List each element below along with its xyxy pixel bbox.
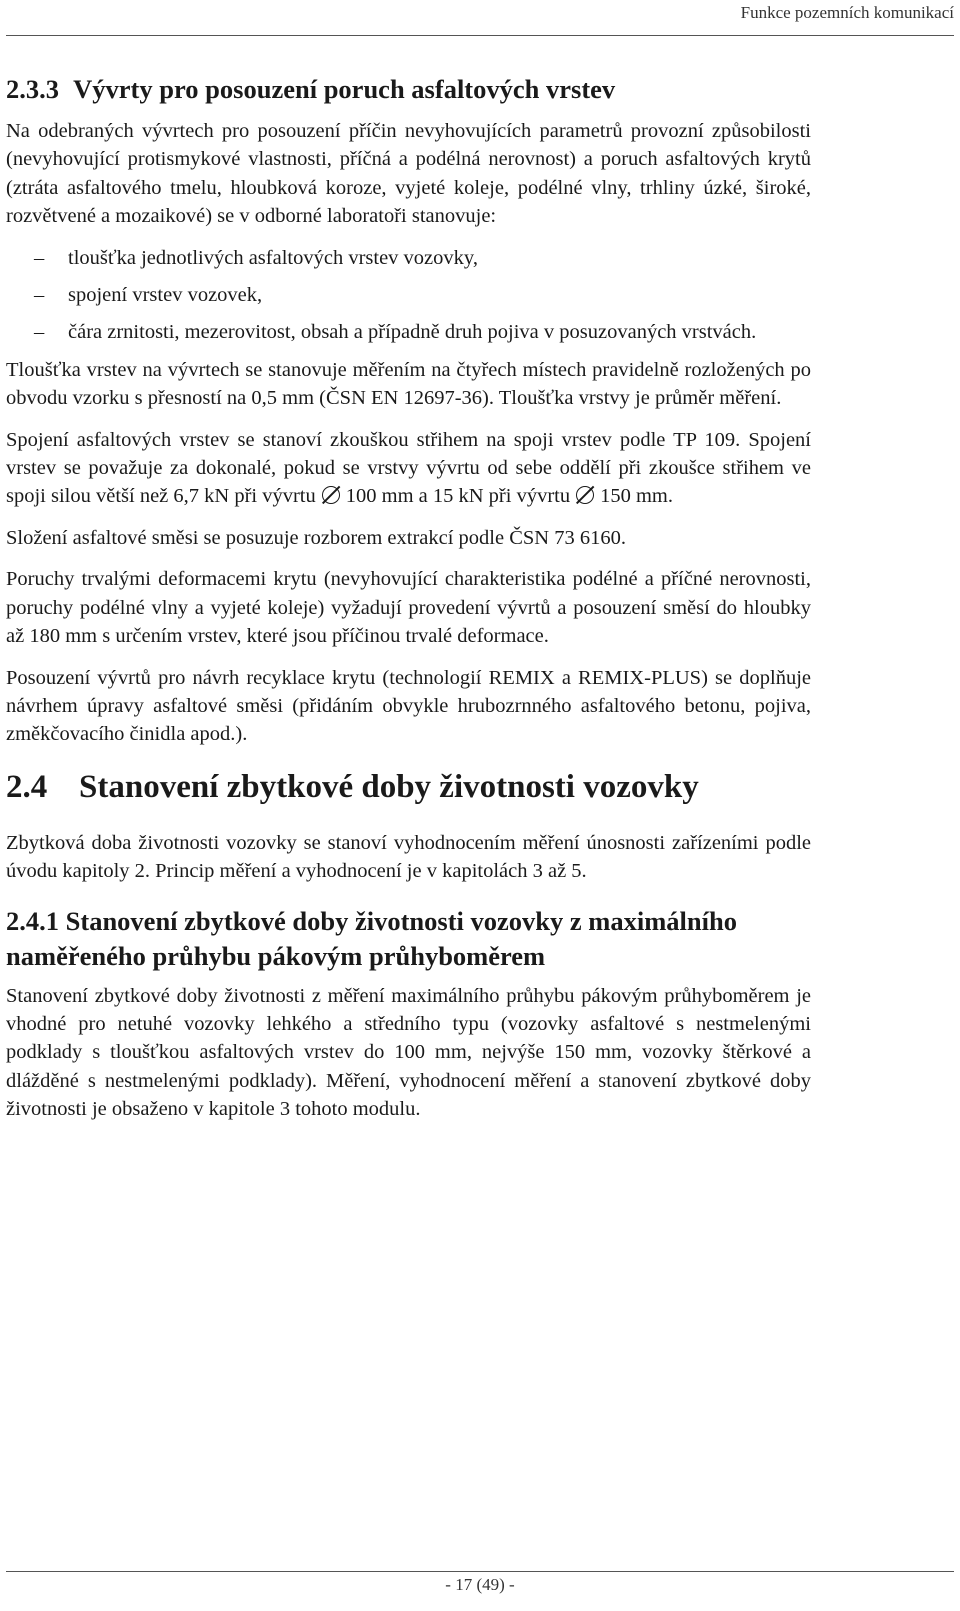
- document-page: [6, 0, 954, 1611]
- dash-bullet: –: [34, 284, 45, 307]
- paragraph-intro: Na odebraných vývrtech pro posouzení příčin nevyhovujících parametrů provozní způsobilosti (nevyhovující protismykové vlastnosti, příčná a podélná nerovnost) a poruch asfaltových krytů (ztráta asfaltového tmelu, hloubková koroze, vyjeté koleje, podélné vlny, trhliny úzké, široké, rozvětvené a mozaikové) se v odborné laboratoři stanovuje:: [6, 120, 811, 228]
- heading-number: 2.4.1: [6, 905, 59, 936]
- heading-title: Vývrty pro posouzení poruch asfaltových vrstev: [73, 74, 616, 104]
- paragraph-composition: Složení asfaltové směsi se posuzuje rozborem extrakcí podle ČSN 73 6160.: [6, 526, 626, 549]
- list-item: – čára zrnitosti, mezerovitost, obsah a případně druh pojiva v posuzovaných vrstvách.: [6, 318, 811, 346]
- dash-list: [6, 244, 811, 347]
- header-rule: [6, 35, 954, 36]
- page-number: - 17 (49) -: [445, 1575, 515, 1594]
- diameter-icon: [576, 486, 594, 504]
- list-item: – tloušťka jednotlivých asfaltových vrstev vozovky,: [6, 244, 811, 272]
- dash-bullet: –: [34, 321, 45, 344]
- heading-title: Stanovení zbytkové doby životnosti vozovky: [79, 768, 699, 805]
- list-item: – spojení vrstev vozovek,: [6, 281, 811, 309]
- paragraph-thickness: Tloušťka vrstev na vývrtech se stanovuje měřením na čtyřech místech pravidelně rozložených po obvodu vzorku s přesností na 0,5 mm (ČSN EN 12697-36). Tloušťka vrstvy je průměr měření.: [6, 358, 811, 410]
- paragraph-recycling: Posouzení vývrtů pro návrh recyklace krytu (technologií REMIX a REMIX-PLUS) se doplňuje návrhem úpravy asfaltové směsi (přidáním obvykle hrubozrnného asfaltového betonu, pojiva, změkčovacího činidla apod.).: [6, 666, 811, 746]
- paragraph-residual-life: Zbytková doba životnosti vozovky se stanoví vyhodnocením měření únosnosti zařízeními podle úvodu kapitoly 2. Princip měření a vyhodnocení je v kapitolách 3 až 5.: [6, 831, 811, 883]
- footer-rule: [6, 1571, 954, 1572]
- paragraph-bond: Spojení asfaltových vrstev se stanoví zkouškou střihem na spoji vrstev podle TP 109. Spojení vrstev se považuje za dokonalé, pokud se vrstvy vývrtu od sebe oddělí při zkoušce střihem ve spoji silou větší než 6,7 kN při vývrtu 100 mm a 15 kN při vývrtu 150 mm.: [6, 428, 811, 508]
- heading-2-4: [6, 767, 811, 807]
- heading-2-3-3: [6, 72, 811, 106]
- paragraph-deformation: Poruchy trvalými deformacemi krytu (nevyhovující charakteristika podélné a příčné nerovnosti, poruchy podélné vlny a vyjeté koleje) vyžadují provedení vývrtů a posouzení směsí do hloubky až 180 mm s určením vrstev, které jsou příčinou trvalé deformace.: [6, 568, 811, 648]
- running-header: Funkce pozemních komunikací: [740, 3, 954, 22]
- heading-title: Stanovení zbytkové doby životnosti vozovky z maximálního naměřeného průhybu pákovým průhyboměrem: [6, 905, 738, 971]
- heading-2-4-1: [6, 904, 811, 974]
- heading-number: 2.4: [6, 768, 48, 805]
- page-content: [6, 72, 811, 1137]
- heading-number: 2.3.3: [6, 74, 59, 104]
- dash-bullet: –: [34, 246, 45, 269]
- diameter-icon: [322, 486, 340, 504]
- paragraph-deflection: Stanovení zbytkové doby životnosti z měření maximálního průhybu pákovým průhyboměrem je vhodné pro netuhé vozovky lehkého a středního typu (vozovky asfaltové s nestmelenými podklady s tloušťkou asfaltových vrstev do 100 mm, nejvýše 150 mm, vozovky štěrkové a dlážděné s nestmelenými podklady). Měření, vyhodnocení měření a stanovení zbytkové doby životnosti je obsaženo v kapitole 3 tohoto modulu.: [6, 984, 811, 1121]
